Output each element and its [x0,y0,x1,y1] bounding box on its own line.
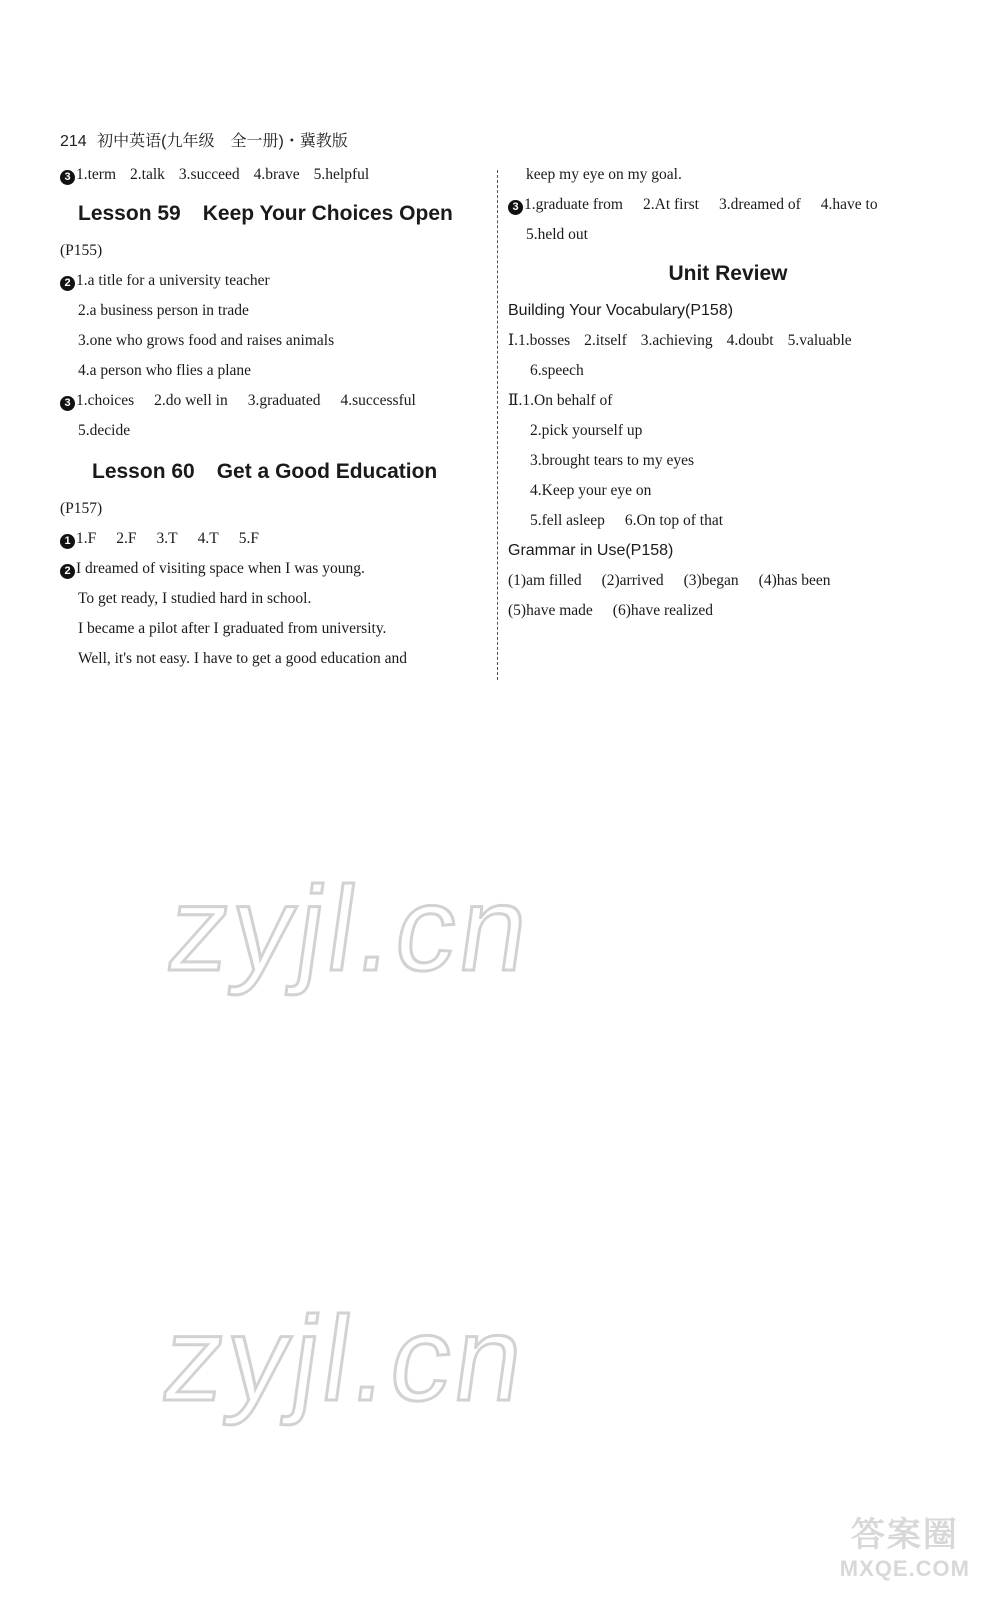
answer-line: 2.pick yourself up [530,422,643,439]
answer-line: 5.decide [78,422,131,439]
answer-line: 3.one who grows food and raises animals [78,332,335,349]
lesson-60-title: Lesson 60 Get a Good Education [92,460,438,483]
answer-line: 5.fell asleep 6.On top of that [530,512,724,529]
answer-line: (1)am filled (2)arrived (3)began (4)has been [508,572,831,589]
grammar-heading: Grammar in Use(P158) [508,542,674,559]
exercise-badge: 2 [60,564,75,579]
corner-watermark: 答案圈 MXQE.COM [839,1516,970,1581]
page-number: 214 [60,133,87,150]
answer-line: 3 1.graduate from 2.At first 3.dreamed of 4.have to [508,190,948,220]
answer-line: 4.Keep your eye on [530,482,652,499]
exercise-badge: 3 [60,396,75,411]
page-reference: (P155) [60,242,103,259]
answer-line: 6.speech [530,362,584,379]
answer-line: 3 1.choices 2.do well in 3.graduated 4.successful [60,386,490,416]
left-column [60,160,490,674]
answer-line: Ⅱ.1.On behalf of [508,392,613,409]
answer-line: 2.a business person in trade [78,302,249,319]
answer-line: 2 I dreamed of visiting space when I was young. [60,554,490,584]
exercise-badge: 3 [508,200,523,215]
answer-line: 5.held out [526,226,588,243]
answer-line: 4.a person who flies a plane [78,362,252,379]
lesson-59-title: Lesson 59 Keep Your Choices Open [78,202,453,225]
right-column [508,160,948,626]
answer-line: 3.brought tears to my eyes [530,452,695,469]
watermark-logo: zyjl.cn [155,1292,536,1426]
answer-line: I became a pilot after I graduated from university. [78,620,387,637]
exercise-badge: 3 [60,170,75,185]
column-divider [497,170,498,680]
answer-line: To get ready, I studied hard in school. [78,590,312,607]
page-reference: (P157) [60,500,103,517]
exercise-badge: 1 [60,534,75,549]
page-header [60,128,348,151]
answer-line: Well, it's not easy. I have to get a good education and [78,650,407,667]
exercise-badge: 2 [60,276,75,291]
answer-line: (5)have made (6)have realized [508,602,714,619]
unit-review-title: Unit Review [668,262,788,285]
vocabulary-heading: Building Your Vocabulary(P158) [508,302,734,319]
answer-line: 2 1.a title for a university teacher [60,266,490,296]
answer-line: 3 1.term 2.talk 3.succeed 4.brave 5.helpful [60,160,490,190]
watermark-logo: zyjl.cn [160,862,541,996]
book-title: 初中英语(九年级 全一册)・冀教版 [97,133,348,150]
answer-line: keep my eye on my goal. [526,166,682,183]
answer-line: 1 1.F 2.F 3.T 4.T 5.F [60,524,490,554]
answer-line: Ⅰ.1.bosses 2.itself 3.achieving 4.doubt 5.valuable [508,332,852,349]
